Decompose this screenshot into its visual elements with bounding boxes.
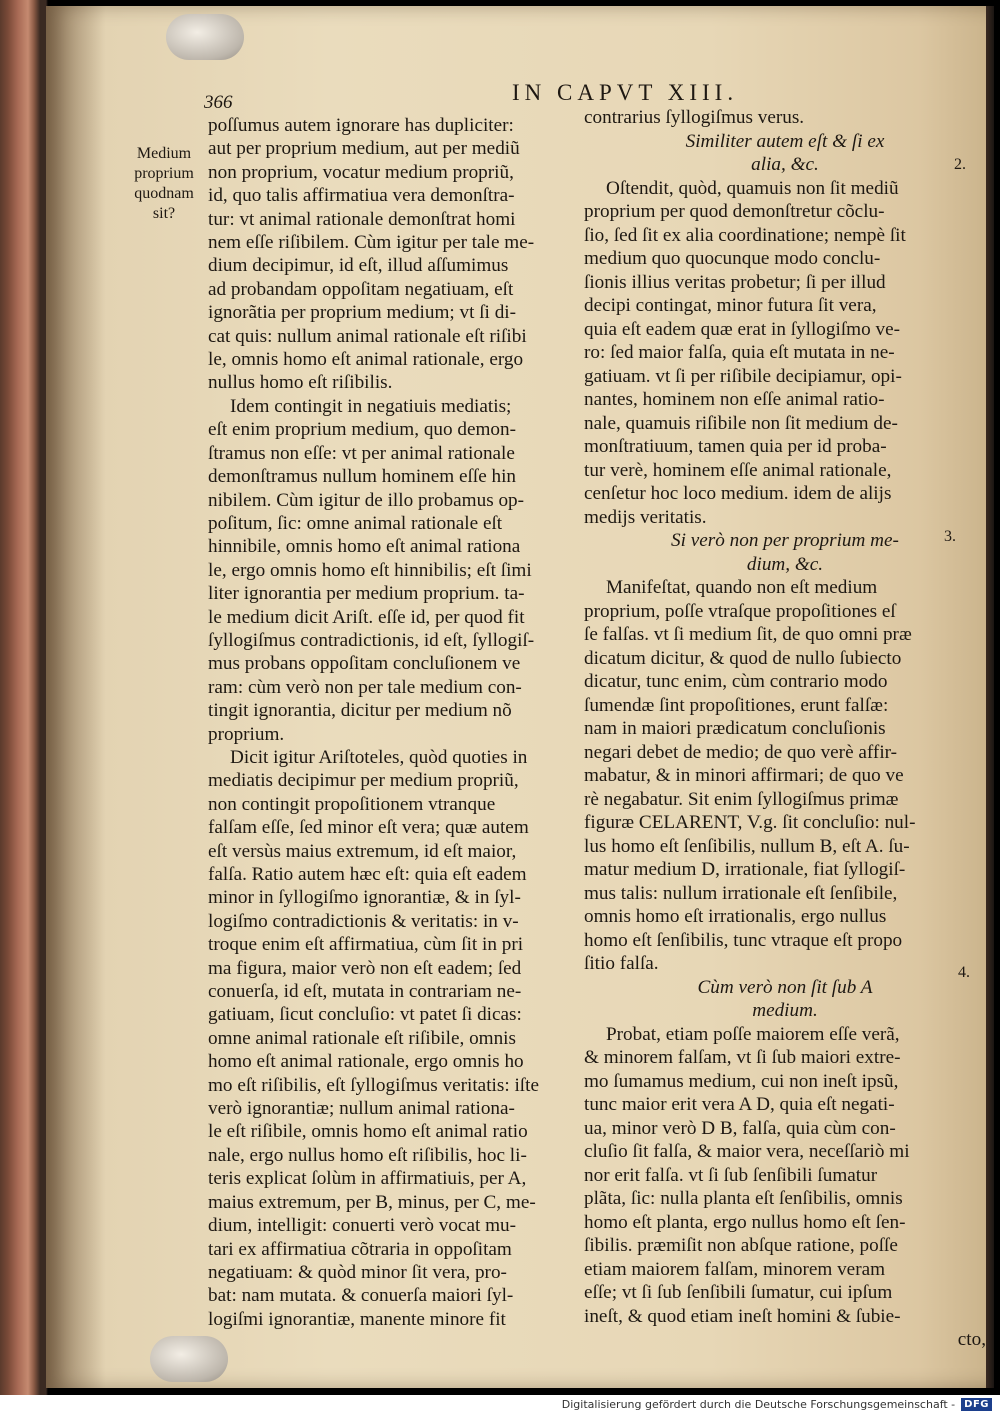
text-line: medijs veritatis. — [584, 506, 707, 528]
text-line: le, ergo omnis homo eſt hinnibilis; eſt ſimi — [208, 559, 532, 581]
text-line: ſtramus non eſſe: vt per animal rationale — [208, 442, 515, 464]
text-line: maius extremum, per B, minus, per C, me- — [208, 1191, 536, 1213]
text-line: cluſio ſit falſa, & maior vera, neceſſariò mi — [584, 1141, 910, 1162]
text-line: ſyllogiſmus contradictionis, id eſt, ſyllogiſ- — [208, 629, 535, 651]
text-line: non proprium, vocatur medium propriũ, — [208, 161, 514, 183]
text-line: nullus homo eſt riſibilis. — [208, 372, 393, 394]
text-line: homo eſt ſenſibilis, tunc vtraque eſt propo — [584, 929, 903, 951]
page-clip-top — [166, 14, 244, 60]
text-line: poſſumus autem ignorare has dupliciter: — [208, 115, 514, 136]
text-line: nibilem. Cùm igitur de illo probamus op- — [208, 489, 525, 511]
text-line: ſe falſas. vt ſi medium ſit, de quo omni præ — [584, 624, 912, 645]
text-line: matur medium D, irrationale, fiat ſyllogiſ- — [584, 859, 906, 880]
text-line: le, omnis homo eſt animal rationale, ergo — [208, 349, 524, 371]
text-line: le eſt riſibile, omnis homo eſt animal ratio — [208, 1121, 528, 1143]
text-line: plãta, ſic: nulla planta eſt ſenſibilis, omnis — [584, 1188, 903, 1209]
text-line: nor erit falſa. vt ſi ſub ſenſibili ſumatur — [584, 1164, 878, 1186]
text-line: mabatur, & in minori affirmari; de quo ve — [584, 765, 904, 786]
text-line: ſio, ſed ſit ex alia coordinatione; nempè ſit — [584, 224, 906, 246]
text-line: medium quo quocunque modo conclu- — [584, 248, 881, 269]
text-line: le medium dicit Ariſt. eſſe id, per quod fit — [208, 606, 525, 628]
dfg-logo: DFG — [961, 1398, 992, 1411]
text-line: rè negabatur. Sit enim ſyllogiſmus primæ — [584, 788, 899, 810]
text-line: negatiuam: & quòd minor ſit vera, pro- — [208, 1261, 507, 1283]
text-line: bat: nam mutata. & conuerſa maiori ſyl- — [208, 1285, 514, 1307]
text-line: hinnibile, omnis homo eſt animal rationa — [208, 536, 521, 558]
page-clip-bottom — [150, 1336, 228, 1382]
text-line: mus talis: nullum irrationale eſt ſenſibile, — [584, 882, 898, 904]
text-line: omne animal rationale eſt riſibile, omnis — [208, 1027, 516, 1049]
text-line: falſa. Ratio autem hæc eſt: quia eſt eadem — [208, 864, 527, 885]
text-line: falſam eſſe, ſed minor eſt vera; quæ autem — [208, 817, 529, 839]
text-line: & minorem falſam, vt ſi ſub maiori extre- — [584, 1047, 901, 1068]
text-line: nem eſſe riſibilem. Cùm igitur per tale me- — [208, 232, 535, 254]
side-number: 4. — [958, 964, 970, 981]
section-heading: alia, &c. — [751, 154, 819, 175]
text-line: figuræ CELARENT, V.g. ſit concluſio: nul- — [584, 812, 916, 833]
text-line: mediatis decipimur per medium propriũ, — [208, 770, 519, 792]
section-heading: Si verò non per proprium me- — [671, 530, 899, 551]
section-heading: dium, &c. — [746, 553, 824, 575]
margin-note-line: sit? — [152, 205, 176, 222]
running-head: IN CAPVT XIII. — [512, 80, 739, 105]
text-line: nale, ergo nullus homo eſt riſibilis, hoc li- — [208, 1144, 527, 1166]
section-heading: medium. — [752, 1000, 818, 1021]
margin-note — [114, 144, 214, 224]
text-line: demonſtramus nullum hominem eſſe hin — [208, 466, 517, 488]
text-line: cat quis: nullum animal rationale eſt riſibi — [208, 325, 527, 347]
text-line: id, quo talis affirmatiua vera demonſtra- — [208, 185, 515, 207]
text-line: verò ignorantiæ; nullum animal rationa- — [208, 1098, 515, 1120]
page-number: 366 — [204, 92, 233, 113]
text-line: ignorãtia per proprium medium; vt ſi di- — [208, 302, 517, 324]
text-line: ma figura, maior verò non eſt eadem; ſed — [208, 957, 522, 979]
text-line: omnis homo eſt irrationalis, ergo nullus — [584, 906, 887, 927]
text-line: eſt enim proprium medium, quo demon- — [208, 419, 517, 441]
text-line: cenſetur hoc loco medium. idem de alijs — [584, 483, 892, 504]
text-line: nale, quamuis riſibile non ſit medium de- — [584, 412, 898, 434]
text-line: tur: vt animal rationale demonſtrat homi — [208, 208, 516, 230]
text-line: Manifeſtat, quando non eſt medium — [606, 577, 878, 598]
text-line: cto, — [957, 1329, 986, 1350]
text-line: ſumendæ ſint propoſitiones, erunt falſæ: — [584, 694, 889, 716]
section-heading: Cùm verò non ſit ſub A — [697, 976, 873, 998]
text-line: troque enim eſt affirmatiua, cùm ſit in pri — [208, 934, 524, 956]
text-line: etiam maiorem falſam, minorem veram — [584, 1258, 886, 1280]
text-line: nam in maiori prædicatum concluſionis — [584, 718, 886, 739]
text-line: logiſmo contradictionis & veritatis: in v- — [208, 910, 519, 932]
text-line: ineſt, & quod etiam ineſt homini & ſubie- — [584, 1305, 901, 1327]
text-line: non contingit propoſitionem vtranque — [208, 793, 496, 815]
text-line: proprium. — [208, 723, 285, 745]
text-line: decipi contingat, minor futura ſit vera, — [584, 295, 877, 316]
text-line: logiſmi ignorantiæ, manente minore fit — [208, 1308, 506, 1330]
margin-note-line: Medium — [136, 145, 192, 162]
footer-bar — [0, 1395, 1000, 1414]
text-line: dicatur, tunc enim, cùm contrario modo — [584, 671, 888, 692]
text-line: proprium per quod demonſtretur cõclu- — [584, 201, 885, 222]
margin-note-line: quodnam — [134, 185, 194, 202]
side-number: 2. — [954, 156, 966, 173]
text-line: monſtratiuum, tamen quia per id proba- — [584, 436, 887, 457]
text-line: Probat, etiam poſſe maiorem eſſe verã, — [606, 1023, 900, 1045]
text-line: ſibilis. præmiſit non abſque ratione, poſſe — [584, 1235, 898, 1256]
text-line: tur verè, hominem eſſe animal rationale, — [584, 459, 892, 481]
text-line: Dicit igitur Ariſtoteles, quòd quoties in — [230, 746, 528, 768]
text-line: lus homo eſt ſenſibilis, nullum B, eſt A. ſu- — [584, 835, 910, 857]
text-line: eſt versùs maius extremum, id eſt maior, — [208, 840, 517, 862]
text-line: Idem contingit in negatiuis mediatis; — [230, 395, 512, 417]
text-line: minor in ſyllogiſmo ignorantiæ, & in ſyl- — [208, 887, 521, 909]
text-line: negari debet de medio; de quo verè affir- — [584, 741, 898, 763]
left-text-column — [208, 114, 616, 1331]
text-line: quia eſt eadem quæ erat in ſyllogiſmo ve- — [584, 318, 900, 340]
text-line: mo ſumamus medium, cui non ineſt ipsũ, — [584, 1070, 899, 1092]
text-line: ram: cùm verò non per tale medium con- — [208, 676, 522, 698]
right-text-column — [584, 106, 986, 1352]
text-line: mus probans oppoſitam concluſionem ve — [208, 653, 521, 675]
text-line: dium, intelligit: conuerti verò vocat mu- — [208, 1215, 516, 1237]
gutter-shadow — [46, 6, 106, 1388]
text-line: ſitio falſa. — [584, 953, 659, 974]
text-line: ad probandam oppoſitam negatiuam, eſt — [208, 278, 514, 300]
text-line: homo eſt planta, ergo nullus homo eſt ſen- — [584, 1211, 906, 1233]
text-line: ro: ſed maior falſa, quia eſt mutata in ne- — [584, 342, 895, 363]
text-line: gatiuam. vt ſi per riſibile decipiamur, opi- — [584, 365, 902, 387]
page-edge — [986, 6, 994, 1388]
text-line: dicatum dicitur, & quod de nullo ſubiecto — [584, 647, 902, 669]
text-line: homo eſt animal rationale, ergo omnis ho — [208, 1051, 524, 1073]
text-line: proprium, poſſe vtraſque propoſitiones eſ — [584, 600, 896, 622]
text-line: tunc maior erit vera A D, quia eſt negati- — [584, 1094, 895, 1115]
side-number: 3. — [944, 528, 956, 545]
text-line: mo eſt riſibilis, eſt ſyllogiſmus veritatis: iſte — [208, 1074, 539, 1096]
text-line: nantes, hominem non eſſe animal ratio- — [584, 389, 885, 410]
text-line: teris explicat ſolùm in affirmatiuis, per A, — [208, 1168, 527, 1190]
text-line: eſſe; vt ſi ſub ſenſibili ſumatur, cui ipſum — [584, 1282, 893, 1303]
text-line: aut per proprium medium, aut per mediũ — [208, 138, 520, 160]
text-line: dium decipimur, id eſt, illud aſſumimus — [208, 255, 509, 277]
footer-credit: Digitalisierung gefördert durch die Deutsche Forschungsgemeinschaft - — [561, 1398, 956, 1411]
text-line: tari ex affirmatiua cõtraria in oppoſitam — [208, 1238, 512, 1260]
margin-note-line: proprium — [134, 165, 194, 182]
text-line: ua, minor verò D B, falſa, quia cùm con- — [584, 1117, 896, 1139]
text-line: liter ignorantia per medium proprium. ta- — [208, 583, 525, 605]
text-line: contrarius ſyllogiſmus verus. — [584, 107, 805, 128]
text-line: gatiuam, ſicut concluſio: vt patet ſi dicas: — [208, 1004, 522, 1026]
book-page — [46, 6, 994, 1388]
text-line: ſionis illius veritas probetur; ſi per illud — [584, 271, 886, 293]
text-line: conuerſa, id eſt, mutata in contrariam ne- — [208, 981, 522, 1003]
text-line: Oſtendit, quòd, quamuis non ſit mediũ — [606, 177, 899, 199]
text-line: tingit ignorantia, dicitur per medium nõ — [208, 700, 512, 722]
section-heading: Similiter autem eſt & ſi ex — [685, 130, 885, 152]
text-line: poſitum, ſic: omne animal rationale eſt — [208, 512, 503, 534]
